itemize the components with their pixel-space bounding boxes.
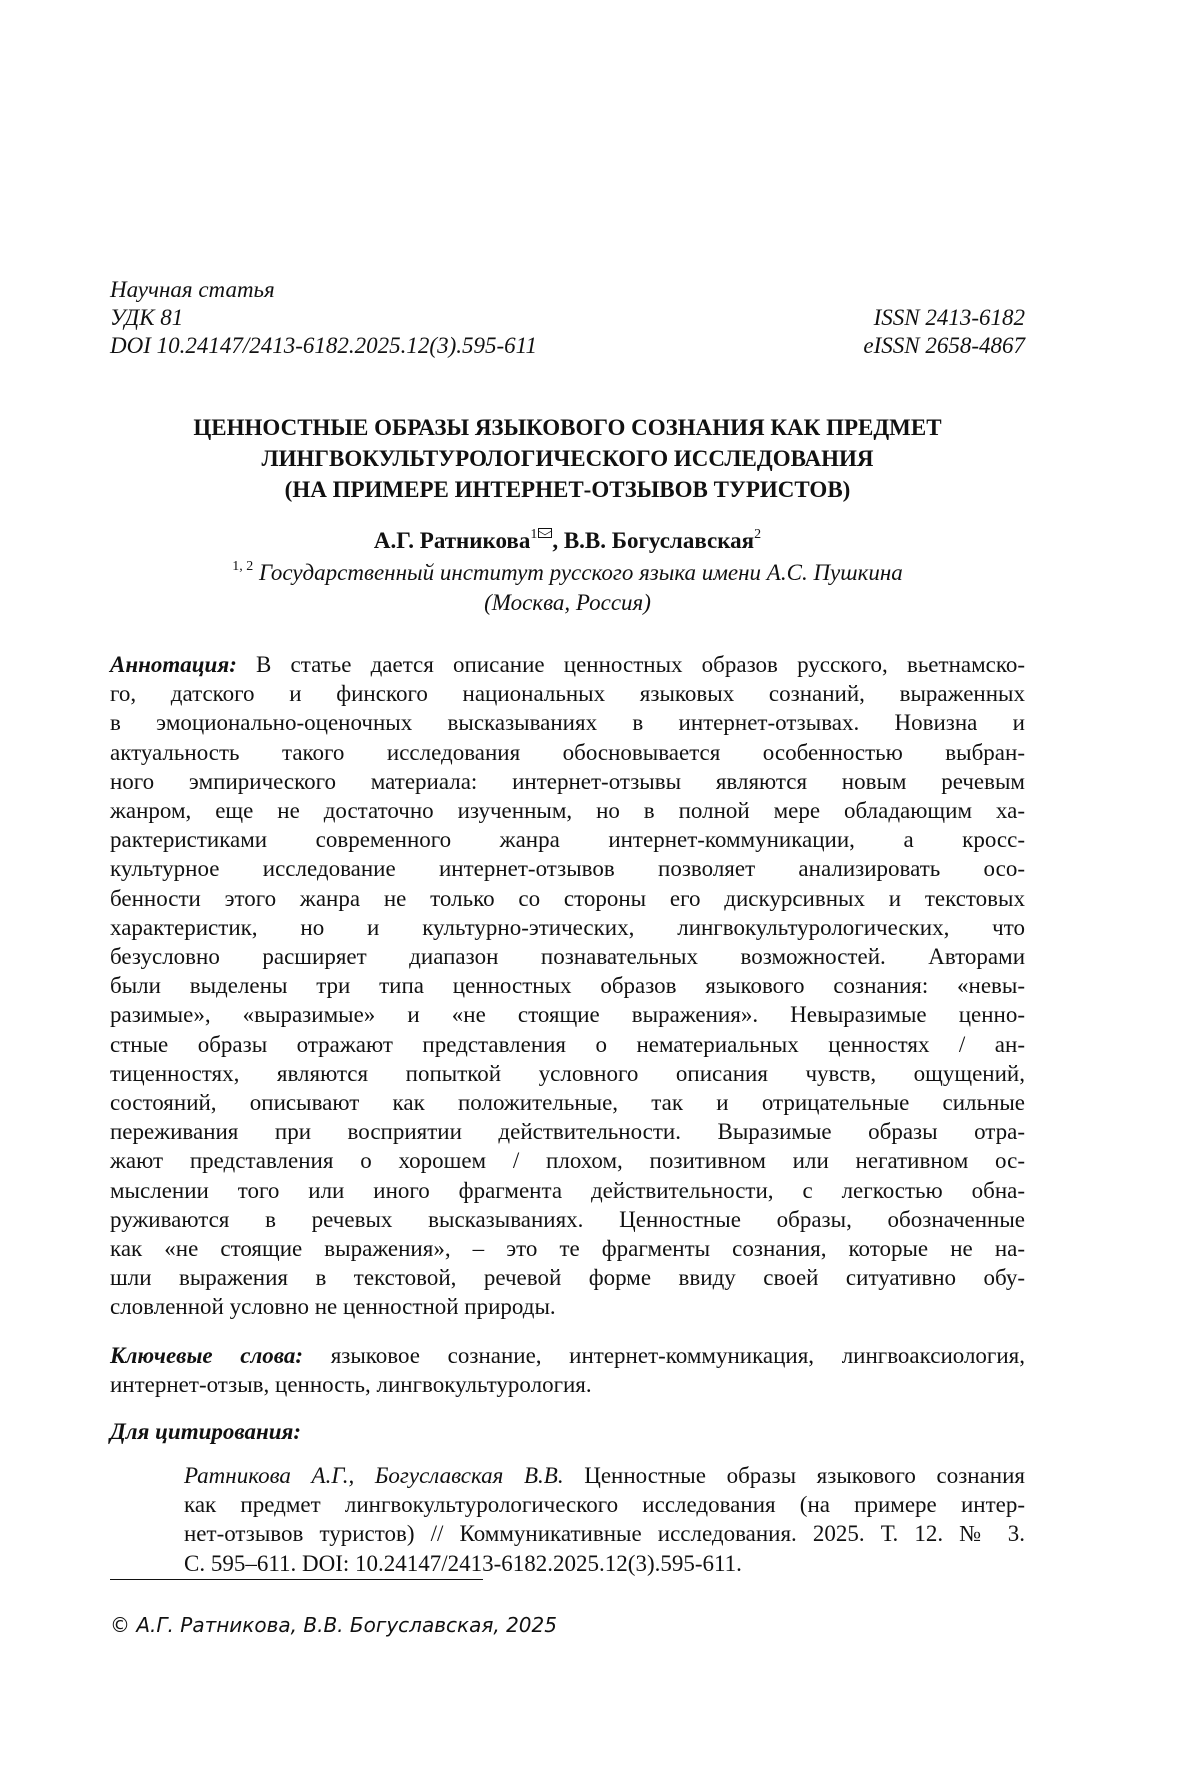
abstract-line: разимые», «выразимые» и «не стоящие выражения». Невыразимые ценно- xyxy=(110,1002,1025,1028)
citation-label: Для цитирования: xyxy=(110,1419,302,1444)
affiliation-name: Государственный институт русского языка имени А.С. Пушкина xyxy=(258,560,903,585)
envelope-icon[interactable] xyxy=(538,528,552,538)
copyright-notice: © А.Г. Ратникова, В.В. Богуславская, 2025 xyxy=(110,1613,557,1637)
abstract-line: были выделены три типа ценностных образов языкового сознания: «невы- xyxy=(110,973,1025,999)
citation-heading xyxy=(110,1417,1025,1446)
abstract-line: бенности этого жанра не только со стороны его дискурсивных и текстовых xyxy=(110,885,1025,911)
affiliation-superscript: 1, 2 xyxy=(232,559,254,574)
abstract-line: переживания при восприятии действительности. Выразимые образы отра- xyxy=(110,1119,1025,1145)
abstract-line: го, датского и финского национальных языковых сознаний, выраженных xyxy=(110,681,1025,707)
title-line: (НА ПРИМЕРЕ ИНТЕРНЕТ-ОТЗЫВОВ ТУРИСТОВ) xyxy=(284,477,851,502)
abstract-label: Аннотация: xyxy=(110,652,237,677)
abstract-line: безусловно расширяет диапазон познавательных возможностей. Авторами xyxy=(110,944,1025,970)
abstract-line: мыслении того или иного фрагмента действительности, с легкостью обна- xyxy=(110,1177,1025,1203)
author-separator: , xyxy=(552,528,564,553)
abstract-line: актуальность такого исследования обосновывается особенностью выбран- xyxy=(110,739,1025,765)
abstract-line: жанром, еще не достаточно изученным, но в полной мере обладающим ха- xyxy=(110,798,1025,824)
doi[interactable]: DOI 10.24147/2413-6182.2025.12(3).595-611 xyxy=(110,333,537,358)
title-line: ЛИНГВОКУЛЬТУРОЛОГИЧЕСКОГО ИССЛЕДОВАНИЯ xyxy=(261,446,874,471)
abstract-line: рактеристиками современного жанра интернет-коммуникации, а кросс- xyxy=(110,827,1025,853)
abstract-line: как «не стоящие выражения», – это те фрагменты сознания, которые не на- xyxy=(110,1236,1025,1262)
citation-line: С. 595–611. DOI: 10.24147/2413-6182.2025.12(3).595-611. xyxy=(184,1550,742,1576)
abstract-line: руживаются в речевых высказываниях. Ценностные образы, обозначенные xyxy=(110,1206,1025,1232)
article-type: Научная статья xyxy=(110,277,275,302)
affiliation-location: (Москва, Россия) xyxy=(484,590,651,615)
abstract xyxy=(110,650,1025,1322)
article-title xyxy=(110,412,1025,505)
keywords-label: Ключевые слова: xyxy=(110,1343,304,1368)
article-meta xyxy=(110,276,1025,360)
abstract-line: ного эмпирического материала: интернет-отзывы являются новым речевым xyxy=(110,768,1025,794)
keywords-line: языковое сознание, интернет-коммуникация, лингвоаксиология, xyxy=(330,1343,1025,1368)
author-superscript: 1 xyxy=(530,527,538,542)
abstract-line: В статье дается описание ценностных образов русского, вьетнамско- xyxy=(256,652,1026,677)
abstract-line: в эмоционально-оценочных высказываниях в интернет-отзывах. Новизна и xyxy=(110,710,1025,736)
citation-line: Ценностные образы языкового сознания xyxy=(563,1463,1026,1488)
issn: ISSN 2413-6182 xyxy=(873,305,1025,330)
abstract-line: словленной условно не ценностной природы. xyxy=(110,1294,556,1320)
abstract-line: шли выражения в текстовой, речевой форме ввиду своей ситуативно обу- xyxy=(110,1265,1025,1291)
citation xyxy=(110,1461,1025,1578)
author-name: А.Г. Ратникова xyxy=(373,528,531,553)
citation-line: как предмет лингвокультурологического исследования (на примере интер- xyxy=(184,1492,1025,1518)
citation-authors: Ратникова А.Г., Богуславская В.В. xyxy=(184,1463,564,1488)
abstract-line: культурное исследование интернет-отзывов позволяет анализировать осо- xyxy=(110,856,1025,882)
authors-line xyxy=(110,526,1025,556)
keywords-line: интернет-отзыв, ценность, лингвокультурология. xyxy=(110,1372,592,1398)
eissn: eISSN 2658-4867 xyxy=(863,333,1025,358)
abstract-line: состояний, описывают как положительные, так и отрицательные сильные xyxy=(110,1090,1025,1116)
title-line: ЦЕННОСТНЫЕ ОБРАЗЫ ЯЗЫКОВОГО СОЗНАНИЯ КАК ПРЕДМЕТ xyxy=(193,415,942,440)
abstract-line: характеристик, но и культурно-этических, лингвокультурологических, что xyxy=(110,914,1025,940)
udk-code: УДК 81 xyxy=(110,305,184,330)
abstract-line: стные образы отражают представления о нематериальных ценностях / ан- xyxy=(110,1031,1025,1057)
author-name: В.В. Богуславская xyxy=(563,528,755,553)
abstract-line: тиценностях, являются попыткой условного описания чувств, ощущений, xyxy=(110,1060,1025,1086)
keywords xyxy=(110,1341,1025,1399)
footnote-divider xyxy=(110,1579,483,1580)
abstract-line: жают представления о хорошем / плохом, позитивном или негативном ос- xyxy=(110,1148,1025,1174)
citation-line: нет-отзывов туристов) // Коммуникативные исследования. 2025. Т. 12. № 3. xyxy=(184,1521,1025,1547)
affiliation xyxy=(110,558,1025,618)
author-superscript: 2 xyxy=(754,527,762,542)
